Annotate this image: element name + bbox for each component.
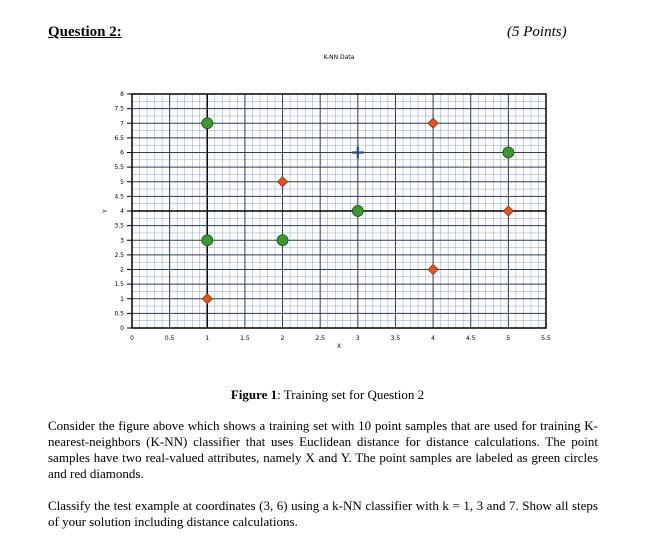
y-tick-label: 5 bbox=[120, 178, 124, 186]
y-tick-label: 1 bbox=[120, 295, 124, 303]
x-tick-label: 1 bbox=[205, 335, 210, 342]
green-circle-point bbox=[202, 118, 213, 129]
y-tick-label: 6 bbox=[120, 149, 124, 157]
x-axis-label: X bbox=[336, 343, 342, 350]
y-tick-label: 2.5 bbox=[114, 251, 124, 259]
x-tick-label: 4.5 bbox=[465, 335, 476, 342]
y-tick-label: 3 bbox=[120, 237, 124, 245]
green-circle-point bbox=[277, 235, 288, 246]
x-tick-label: 2 bbox=[280, 335, 285, 342]
x-tick-label: 1.5 bbox=[240, 335, 250, 342]
x-tick-label: 2.5 bbox=[315, 335, 325, 342]
x-tick-label: 5 bbox=[506, 335, 511, 342]
question-title: Question 2: bbox=[48, 24, 122, 40]
y-tick-label: 1.5 bbox=[114, 281, 124, 289]
task-paragraph: Classify the test example at coordinates (3, 6) using a k-NN classifier with k = 1, 3 and 7. Show all steps of your solution including distance calculations. bbox=[48, 498, 598, 529]
y-tick-label: 7.5 bbox=[114, 105, 124, 113]
y-tick-label: 6.5 bbox=[114, 134, 124, 142]
description-paragraph: Consider the figure above which shows a training set with 10 point samples that are used for training K-nearest-neighbors (K-NN) classifier that uses Euclidean distance for distance calculations. The point samples have two real-valued attributes, namely X and Y. The point samples are labeled as green circles and red diamonds. bbox=[48, 418, 598, 481]
y-tick-label: 0 bbox=[120, 325, 124, 332]
x-tick-label: 0.5 bbox=[164, 335, 175, 342]
y-tick-label: 2 bbox=[120, 266, 124, 274]
x-tick-label: 3 bbox=[355, 335, 360, 342]
x-tick-label: 3.5 bbox=[390, 335, 401, 342]
green-circle-point bbox=[352, 206, 363, 217]
green-circle-point bbox=[202, 235, 213, 246]
y-tick-label: 5.5 bbox=[114, 164, 124, 172]
figure-caption bbox=[0, 387, 655, 403]
y-axis-label: Y bbox=[102, 209, 109, 213]
y-tick-label: 7 bbox=[120, 120, 124, 128]
figure-caption-text: : Training set for Question 2 bbox=[277, 387, 425, 402]
x-tick-label: 5.5 bbox=[541, 335, 551, 342]
green-circle-point bbox=[503, 147, 514, 158]
chart-title: K-NN Data bbox=[323, 54, 355, 61]
figure-caption-label: Figure 1 bbox=[230, 387, 278, 402]
y-tick-label: 8 bbox=[120, 91, 124, 98]
y-tick-label: 3.5 bbox=[114, 222, 124, 230]
x-tick-label: 0 bbox=[130, 335, 134, 342]
question-points: (5 Points) bbox=[507, 24, 567, 40]
x-tick-label: 4 bbox=[431, 335, 436, 342]
y-tick-label: 0.5 bbox=[114, 310, 124, 318]
y-tick-label: 4 bbox=[120, 208, 124, 215]
y-tick-label: 4.5 bbox=[114, 193, 124, 201]
